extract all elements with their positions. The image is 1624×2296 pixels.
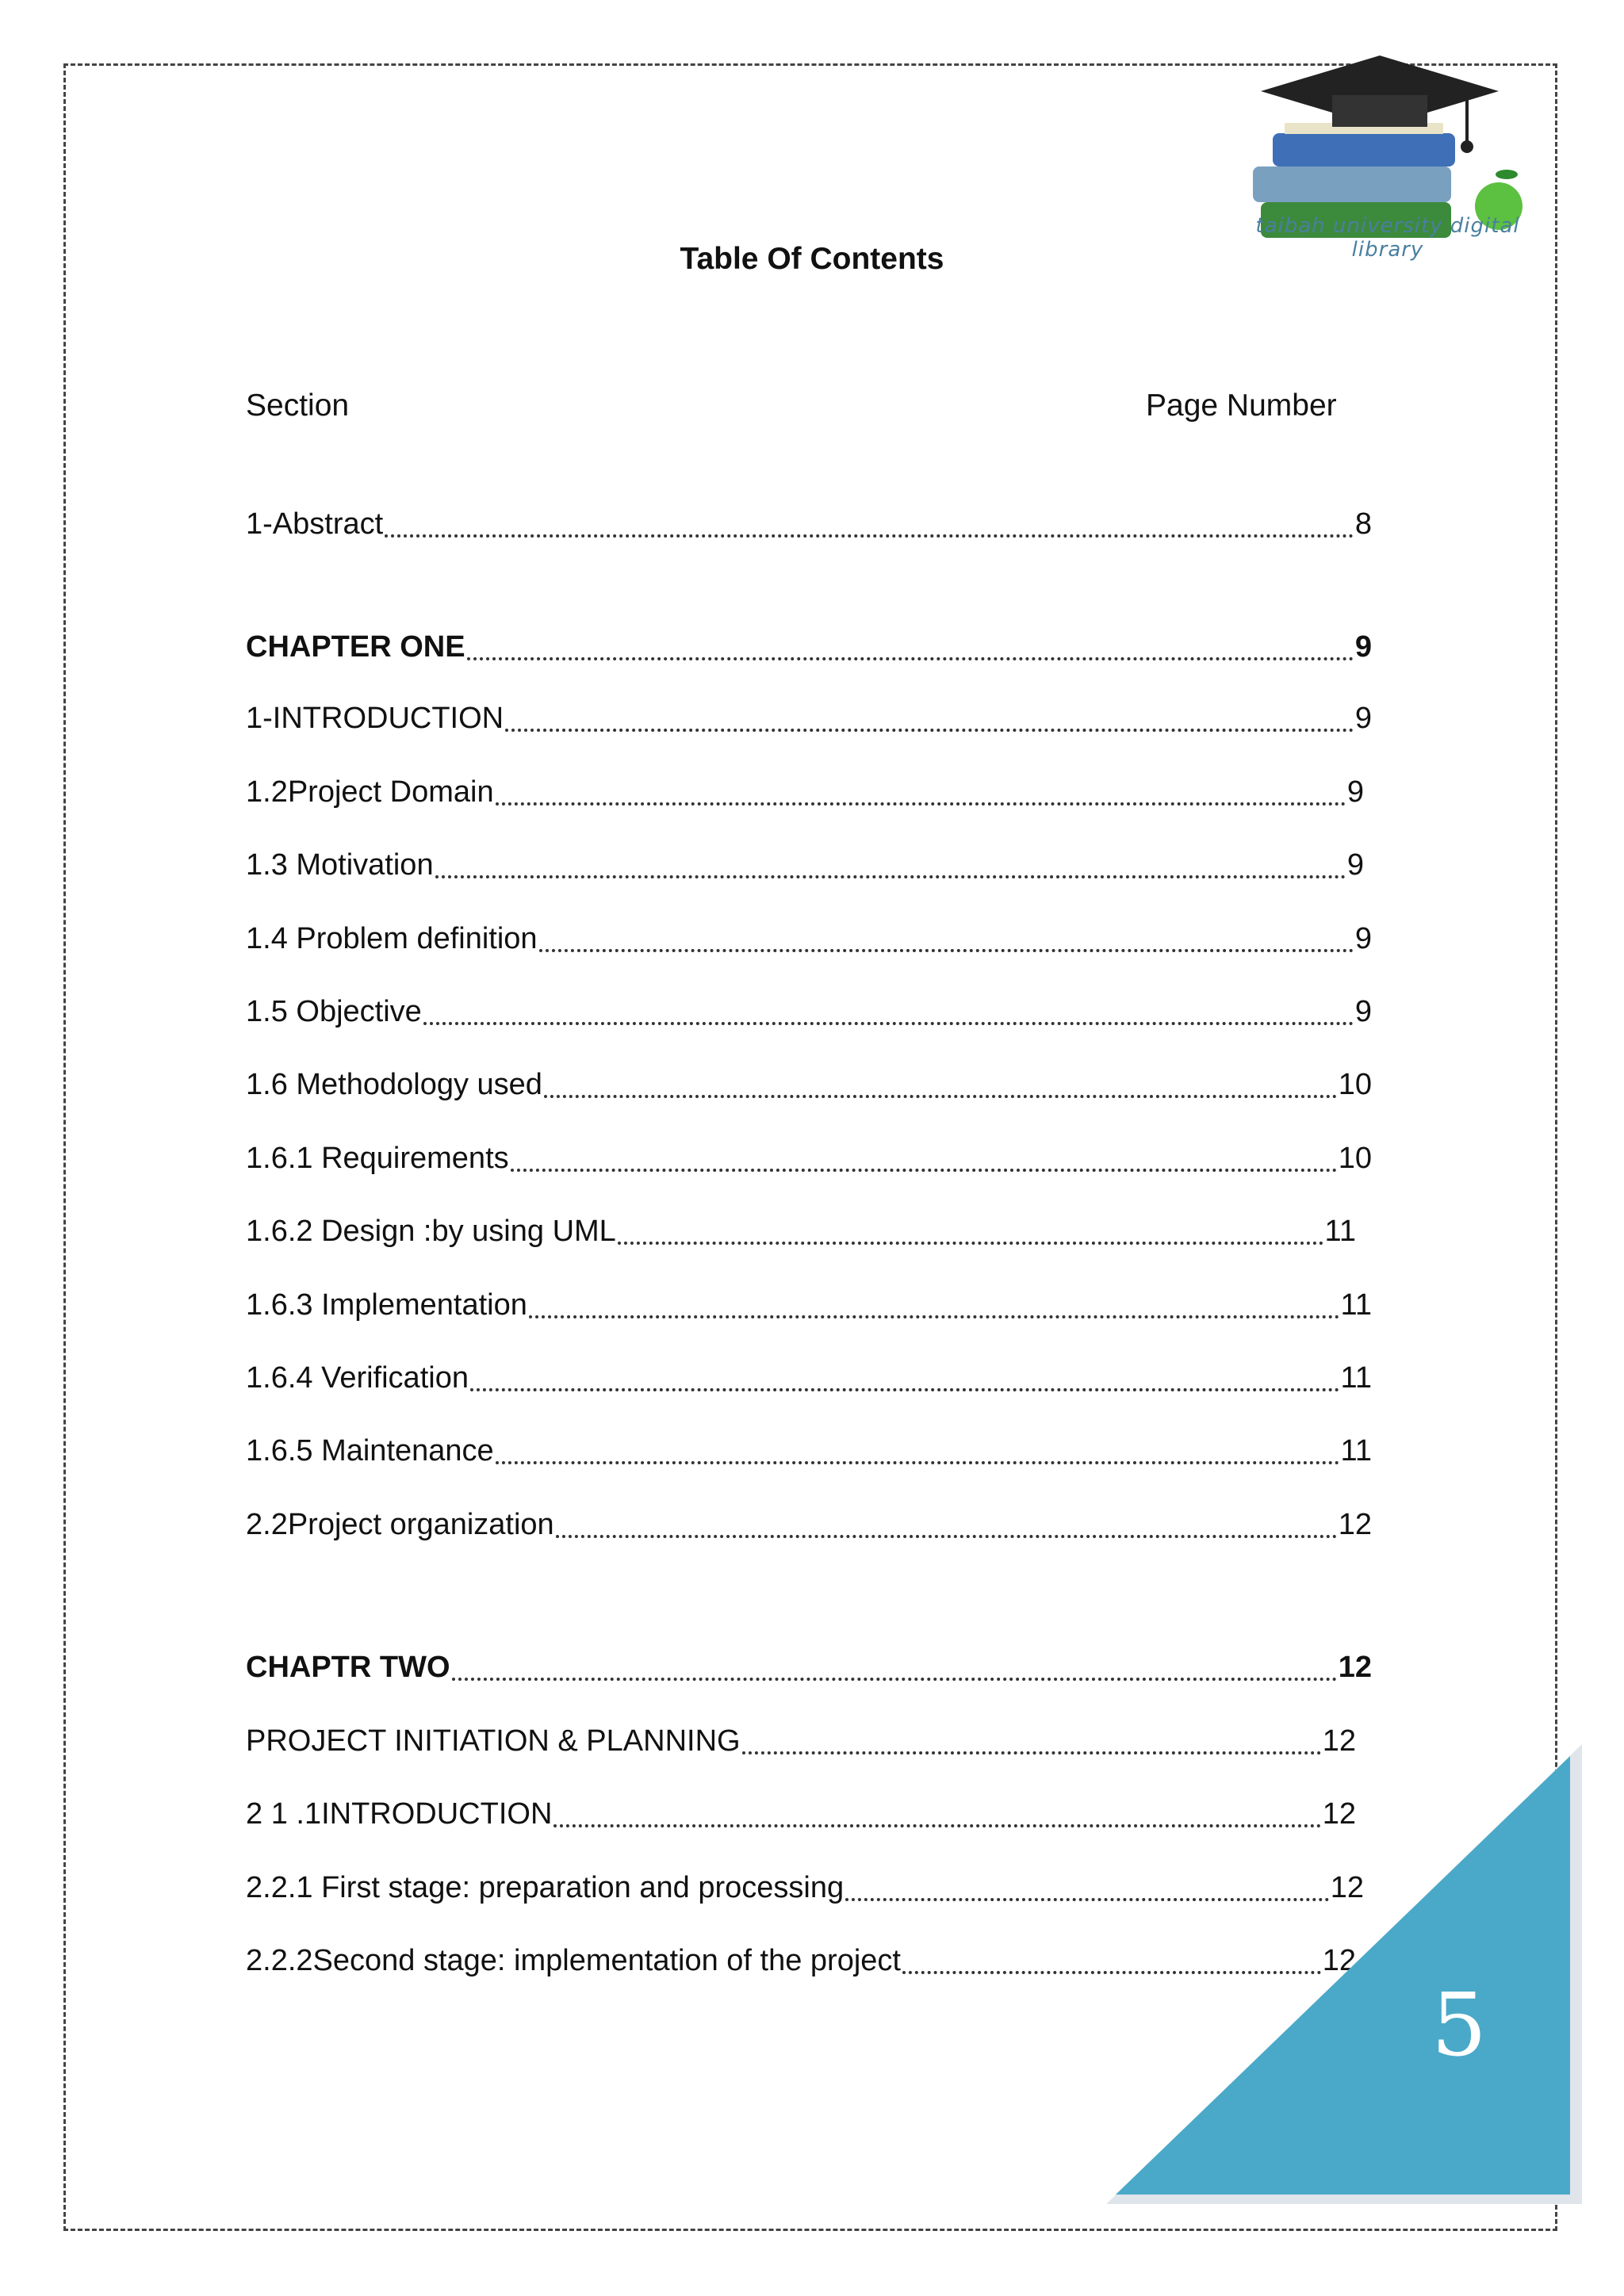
dot-leader <box>496 802 1346 806</box>
toc-entry-label: 1.6.3 Implementation <box>246 1288 527 1322</box>
page-corner-triangle <box>1106 1744 1582 2204</box>
toc-entry-page: 9 <box>1346 775 1364 809</box>
dot-leader <box>505 729 1354 732</box>
dot-leader <box>496 1461 1339 1464</box>
dot-leader <box>511 1169 1337 1172</box>
toc-entry-label: 1.6 Methodology used <box>246 1068 542 1101</box>
toc-entry <box>246 1142 1372 1181</box>
toc-entry-label: 1.6.4 Verification <box>246 1361 469 1395</box>
toc-entry-page: 9 <box>1354 995 1372 1028</box>
toc-entry <box>246 630 1372 670</box>
toc-entry-page: 11 <box>1324 1215 1356 1248</box>
toc-entry-label: 1.6.1 Requirements <box>246 1142 509 1175</box>
toc-entry <box>246 1215 1356 1254</box>
toc-entry-page: 11 <box>1340 1361 1372 1395</box>
toc-entry-label: CHAPTR TWO <box>246 1651 450 1684</box>
toc-entry-page: 12 <box>1338 1508 1372 1541</box>
dot-leader <box>544 1095 1337 1098</box>
toc-entry-page: 10 <box>1338 1068 1372 1101</box>
toc-entry <box>246 1651 1372 1690</box>
toc-entry-page: 12 <box>1322 1724 1356 1758</box>
toc-entry-page: 12 <box>1322 1944 1356 1977</box>
toc-entry-page: 12 <box>1322 1797 1356 1831</box>
dot-leader <box>423 1022 1354 1025</box>
toc-entry-page: 12 <box>1338 1651 1372 1684</box>
toc-entry <box>246 848 1364 888</box>
dot-leader <box>470 1388 1339 1391</box>
toc-entry-label: 1-Abstract <box>246 507 384 541</box>
toc-entry-label: 2.2Project organization <box>246 1508 554 1541</box>
toc-entry <box>246 1361 1372 1401</box>
page-title: Table Of Contents <box>680 242 944 276</box>
toc-entry-label: 1.6.2 Design :by using UML <box>246 1215 616 1248</box>
toc-entry <box>246 995 1372 1035</box>
toc-entry <box>246 922 1372 962</box>
dot-leader <box>435 875 1346 878</box>
toc-entry-label: 1.6.5 Maintenance <box>246 1434 494 1468</box>
toc-entry <box>246 507 1372 547</box>
toc-entry <box>246 775 1364 815</box>
toc-entry-page: 9 <box>1354 922 1372 955</box>
toc-entry-page: 9 <box>1354 630 1372 664</box>
logo-caption: taibah university digital library <box>1255 214 1520 262</box>
toc-entry-label: 1.3 Motivation <box>246 848 434 882</box>
dot-leader <box>452 1678 1337 1681</box>
toc-entry-page: 12 <box>1330 1871 1364 1904</box>
toc-entry <box>246 1508 1372 1548</box>
dot-leader <box>385 534 1354 538</box>
dot-leader <box>539 949 1354 952</box>
toc-entry-label: 2.2.1 First stage: preparation and processing <box>246 1871 845 1904</box>
dot-leader <box>529 1315 1339 1318</box>
toc-entry-label: 2 1 .1INTRODUCTION <box>246 1797 553 1831</box>
toc-entry-page: 11 <box>1340 1288 1372 1322</box>
toc-entry <box>246 702 1372 741</box>
dot-leader <box>467 657 1354 660</box>
toc-entry-page: 8 <box>1354 507 1372 541</box>
toc-entry-label: 1.5 Objective <box>246 995 422 1028</box>
toc-entry-page: 10 <box>1338 1142 1372 1175</box>
toc-entry-label: 1-INTRODUCTION <box>246 702 504 735</box>
page-number-column-header: Page Number <box>1146 388 1337 423</box>
toc-entry-page: 9 <box>1346 848 1364 882</box>
toc-entry-label: CHAPTER ONE <box>246 630 465 664</box>
toc-entry-page: 9 <box>1354 702 1372 735</box>
toc-entry-label: 1.2Project Domain <box>246 775 494 809</box>
toc-entry <box>246 1288 1372 1328</box>
toc-entry <box>246 1068 1372 1108</box>
dot-leader <box>618 1242 1323 1245</box>
toc-entry-page: 11 <box>1340 1434 1372 1468</box>
dot-leader <box>556 1535 1337 1538</box>
page-number: 5 <box>1431 1974 1487 2076</box>
toc-entry-label: PROJECT INITIATION & PLANNING <box>246 1724 741 1758</box>
toc-entry <box>246 1434 1372 1474</box>
toc-entry-label: 1.4 Problem definition <box>246 922 538 955</box>
section-column-header: Section <box>246 388 350 423</box>
toc-entry-label: 2.2.2Second stage: implementation of the project <box>246 1944 901 1977</box>
